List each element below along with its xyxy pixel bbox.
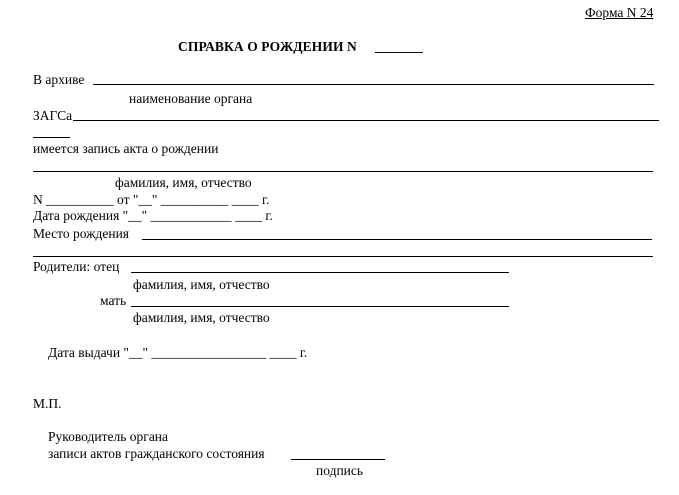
birth-record-label: имеется запись акта о рождении xyxy=(33,141,219,156)
head-of-authority-label: Руководитель органа xyxy=(48,429,169,444)
issue-date-line: Дата выдачи "__" _________________ ____ г. xyxy=(48,345,308,360)
signature-caption: подпись xyxy=(316,463,364,478)
zags-line xyxy=(73,120,659,121)
father-caption: фамилия, имя, отчество xyxy=(133,277,270,292)
full-name-caption: фамилия, имя, отчество xyxy=(115,175,252,190)
mother-label: мать xyxy=(100,293,127,308)
father-line xyxy=(131,272,509,273)
full-name-line xyxy=(33,171,653,172)
zags-label: ЗАГСа xyxy=(33,108,73,123)
signature-line xyxy=(291,459,385,460)
birth-date-line: Дата рождения "__" ____________ ____ г. xyxy=(33,208,273,223)
stamp-place-label: М.П. xyxy=(33,396,62,411)
archive-label: В архиве xyxy=(33,72,85,87)
birth-place-label: Место рождения xyxy=(33,226,130,241)
document-title: СПРАВКА О РОЖДЕНИИ N xyxy=(178,39,357,54)
birth-place-line xyxy=(142,239,652,240)
archive-line xyxy=(93,84,654,85)
form-number: Форма N 24 xyxy=(585,5,654,20)
civil-registry-label: записи актов гражданского состояния xyxy=(48,446,265,461)
mother-line xyxy=(131,306,509,307)
authority-name-caption: наименование органа xyxy=(129,91,253,106)
zags-line-continued xyxy=(33,137,70,138)
birth-place-line-continued xyxy=(33,256,653,257)
record-number-line: N __________ от "__" __________ ____ г. xyxy=(33,192,270,207)
certificate-number-blank: _______ xyxy=(375,39,423,54)
father-label: Родители: отец xyxy=(33,259,120,274)
mother-caption: фамилия, имя, отчество xyxy=(133,310,270,325)
